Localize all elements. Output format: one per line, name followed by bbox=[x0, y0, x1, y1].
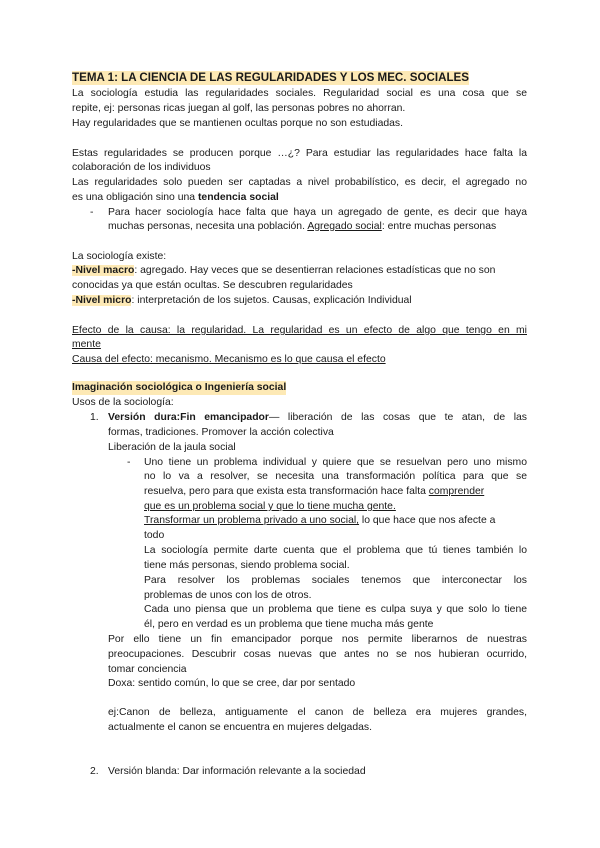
highlighted-label: -Nivel macro bbox=[72, 265, 135, 276]
paragraph-line: Hay regularidades que se mantienen ocultas porque no son estudiadas. bbox=[72, 118, 403, 129]
list-item-line: Doxa: sentido común, lo que se cree, dar por sentado bbox=[108, 678, 356, 689]
text-run: es una obligación sino una bbox=[72, 192, 196, 203]
bullet-line: él, pero en verdad es un problema que tiene mucha más gente bbox=[144, 619, 434, 630]
text-run: resuelva, pero para que exista esta transformación hace falta bbox=[144, 486, 426, 497]
text-run: lo que hace que nos afecte a bbox=[359, 515, 496, 526]
bullet-line: problemas de unos con los de otros. bbox=[144, 590, 312, 601]
bullet-line bbox=[144, 514, 495, 528]
bold-term: Versión dura:Fin emancipador bbox=[108, 412, 269, 423]
paragraph-line: Las regularidades solo pueden ser captadas a nivel probabilístico, es decir, el agregado no bbox=[72, 177, 527, 188]
bullet-line bbox=[108, 220, 496, 234]
paragraph-line bbox=[72, 294, 412, 308]
underlined-term: Transformar un problema privado a uno social, bbox=[144, 515, 360, 526]
bullet-line: Para hacer sociología hace falta que haya un agregado de gente, es decir que haya bbox=[108, 207, 527, 218]
underlined-term: Agregado social bbox=[307, 221, 382, 232]
paragraph-line bbox=[72, 191, 279, 205]
text-run: muchas personas, necesita una población. bbox=[108, 221, 305, 232]
bullet-line: no lo va a resolver, se necesita una transformación política para que se bbox=[144, 471, 527, 482]
bullet-line: Uno tiene un problema individual y quiere que se resuelvan pero uno mismo bbox=[144, 457, 527, 468]
underlined-line: que es un problema social y que lo tiene mucha gente. bbox=[144, 501, 396, 512]
list-number: 1. bbox=[90, 412, 99, 423]
document-title: TEMA 1: LA CIENCIA DE LAS REGULARIDADES Y LOS MEC. SOCIALES bbox=[72, 71, 470, 84]
list-item-line: ej:Canon de belleza, antiguamente el canon de belleza era mujeres grandes, bbox=[108, 707, 527, 718]
paragraph-line: conocidas ya que están ocultas. Se descubren regularidades bbox=[72, 280, 353, 291]
text-run: : entre muchas personas bbox=[381, 221, 497, 232]
underlined-line: Causa del efecto: mecanismo. Mecanismo es lo que causa el efecto bbox=[72, 354, 386, 365]
bullet-line: tiene más personas, siendo problema social. bbox=[144, 560, 350, 571]
bullet-line: todo bbox=[144, 530, 165, 541]
paragraph-line: Estas regularidades se producen porque …¿? Para estudiar las regularidades hace falta la bbox=[72, 148, 527, 159]
bullet-line: Cada uno piensa que un problema que tiene es culpa suya y que solo lo tiene bbox=[144, 604, 527, 615]
section-heading: Imaginación sociológica o Ingeniería social bbox=[72, 382, 287, 393]
text-run: : agregado. Hay veces que se desentierran relaciones estadísticas que no son bbox=[134, 265, 496, 276]
list-item-line: Liberación de la jaula social bbox=[108, 442, 236, 453]
list-item-line: formas, tradiciones. Promover la acción colectiva bbox=[108, 427, 334, 438]
bold-term: tendencia social bbox=[197, 192, 279, 203]
bullet-line bbox=[144, 485, 484, 499]
bullet-line: Para resolver los problemas sociales tenemos que interconectar los bbox=[144, 575, 527, 586]
list-item-line: preocupaciones. Descubrir cosas nuevas que antes no se nos hubieran ocurrido, bbox=[108, 649, 527, 660]
highlighted-label: -Nivel micro bbox=[72, 295, 132, 306]
paragraph-line bbox=[72, 264, 495, 278]
list-item-line: tomar conciencia bbox=[108, 664, 187, 675]
bullet-dash: - bbox=[90, 207, 94, 218]
paragraph-line: La sociología estudia las regularidades sociales. Regularidad social es una cosa que se bbox=[72, 88, 527, 99]
list-item-line: Por ello tiene un fin emancipador porque nos permite liberarnos de nuestras bbox=[108, 634, 527, 645]
text-run: — liberación de las cosas que te atan, de las bbox=[268, 412, 527, 423]
list-number: 2. bbox=[90, 766, 99, 777]
bullet-dash: - bbox=[127, 457, 131, 468]
paragraph-line: repite, ej: personas ricas juegan al golf, las personas pobres no ahorran. bbox=[72, 103, 406, 114]
underlined-term: comprender bbox=[428, 486, 485, 497]
list-item-line bbox=[108, 411, 527, 425]
list-item-line: actualmente el canon se encuentra en mujeres delgadas. bbox=[108, 722, 372, 733]
paragraph-line: La sociología existe: bbox=[72, 251, 167, 262]
paragraph-line: colaboración de los individuos bbox=[72, 162, 211, 173]
bullet-line: La sociología permite darte cuenta que el problema que tú tienes también lo bbox=[144, 545, 527, 556]
paragraph-line: Usos de la sociología: bbox=[72, 397, 174, 408]
text-run: : interpretación de los sujetos. Causas, explicación Individual bbox=[131, 295, 412, 306]
list-item-line: Versión blanda: Dar información relevante a la sociedad bbox=[108, 766, 366, 777]
underlined-line: Efecto de la causa: la regularidad. La regularidad es un efecto de algo que tengo en mi bbox=[72, 325, 527, 336]
underlined-line: mente bbox=[72, 339, 101, 350]
